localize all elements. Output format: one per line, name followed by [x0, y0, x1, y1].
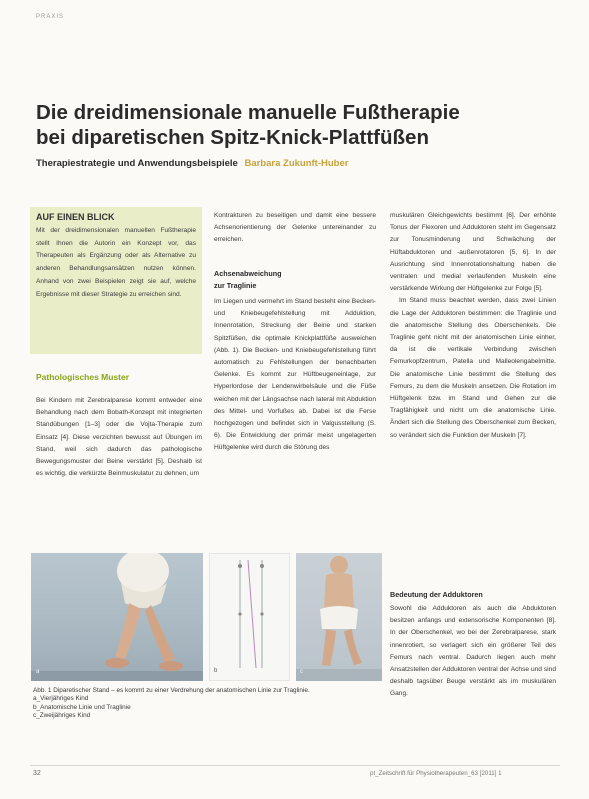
summary-box-text: Mit der dreidimensionalen manuellen Fußtherapie stellt Ihnen die Autorin ein Konzept vor, das Therapeuten als Ergänzung oder als Alternative zu anderen Behandlungsansätzen nutzen können. Anhand von zwei Beispielen zeigt sie auf, welche Ergebnisse mit dieser Strategie zu erreichen sind.: [36, 227, 196, 298]
article-title: [36, 100, 556, 150]
figure-caption: [33, 687, 383, 721]
caption-line-4: c_Zweijähriges Kind: [33, 712, 91, 720]
figure-label-b: b: [214, 668, 218, 674]
footer-citation: pt_Zeitschrift für Physiotherapeuten_63 [2011] 1: [370, 770, 502, 777]
subtitle-row: [36, 158, 556, 169]
caption-line-3: b_Anatomische Linie und Traglinie: [33, 703, 131, 711]
page-number: 32: [33, 770, 41, 777]
figure-label-c: c: [300, 669, 303, 675]
caption-line-1: Abb. 1 Diparetischer Stand – es kommt zu einer Verdrehung der anatomischen Linie zur Traglinie.: [33, 687, 310, 694]
column-1-text: Bei Kindern mit Zerebralparese kommt entweder eine Behandlung nach dem Bobath-Konzept mit integrierten Standübungen [1–3] oder die Vojta-Therapie zum Einsatz [4]. Diese verzichten bewusst auf Übungen im Stand, weil sich dadurch das pathologische Bewegungsmuster der Beine verstärkt [5]. Deshalb ist es wichtig, die verkürzte Beinmuskulatur zu dehnen, um: [36, 397, 202, 478]
subtitle: Therapiestrategie und Anwendungsbeispiele: [36, 158, 238, 169]
figure-1b-diagram: [209, 553, 290, 681]
heading-line-2: zur Traglinie: [214, 281, 257, 291]
figure-1a-photo: [31, 553, 203, 681]
title-line-1: Die dreidimensionale manuelle Fußtherapie: [36, 101, 460, 124]
column-2-text: Im Liegen und vermehrt im Stand besteht eine Becken- und Kniebeugefehlstellung mit Adduktion, Innenrotation, Streckung der Beine und starken Spitzfüßen, die optimale Knickplattfüße ausweichen (Abb. 1). Die Becken- und Kniebeugefehlstellung führt automatisch zu Fehlstellungen der benachbarten Gelenke. Es kommt zur Hüftbeugeneinlage, zur Hyperlordose der Lendenwirbelsäule und die Füße weichen mit der Längsachse nach lateral mit Abduktion des Mittel- und Vorfußes ab. Dabei ist die Ferse hochgezogen und befindet sich in Valgusstellung (S. 6). Die Entwicklung der primär meist ungelagerten Hüftgelenke wird durch die Störung des: [214, 298, 376, 452]
title-line-2: bei diparetischen Spitz-Knick-Plattfüßen: [36, 126, 429, 149]
figure-label-a: a: [36, 669, 40, 675]
author-name: Barbara Zukunft-Huber: [244, 158, 349, 169]
section-heading-achsenabweichung: [214, 268, 376, 293]
figure-1c-photo: [296, 553, 382, 681]
column-2-intro: Kontrakturen zu beseitigen und damit eine bessere Achsenorientierung der Gelenke untereinander zu erreichen.: [214, 212, 376, 244]
heading-line-1: Achsenabweichung: [214, 269, 282, 278]
footer-rule: [30, 765, 560, 766]
column-3-paragraph-1: muskulären Gleichgewichts bestimmt [6]. Der erhöhte Tonus der Flexoren und Adduktoren steht im Gegensatz zur Tonusminderung und Schwächung der Hüftabduktoren und -außenrotatoren [5, 6]. In der Ausrichtung sind Innenrotationshaltung haben die ventralen und medial verlaufenden Muskeln eine verstärkende Wirkung der Hüftgelenke zur Folge [5].: [390, 212, 556, 293]
axis-lines-diagram: [210, 554, 290, 681]
child-standing-illustration: [31, 553, 203, 681]
summary-box-heading: AUF EINEN BLICK: [36, 212, 115, 222]
running-head: PRAXIS: [36, 14, 65, 20]
column-3-text: [390, 210, 556, 442]
caption-line-2: a_Vierjähriges Kind: [33, 695, 89, 703]
toddler-standing-illustration: [296, 553, 382, 681]
section-heading-adduktoren: Bedeutung der Adduktoren: [390, 590, 483, 599]
section-heading-pathologisches-muster: Pathologisches Muster: [36, 372, 130, 382]
column-3-paragraph-2: Im Stand muss beachtet werden, dass zwei Linien die Lage der Adduktoren bestimmen: die Traglinie und die anatomische Stellung des Oberschenkels. Die Traglinie geht nicht mit der anatomischen Linie einher, da ist die vertikale Verbindung zwischen Femurkopfzentrum, Patella und Malleolengabelmitte. Die anatomische Linie bestimmt die Stellung des Femurs, zu dem die Muskeln ansetzen. Die Rotation im Hüftgelenk bzw. im Stand und Gehen zur die Tragfähigkeit und nicht um die anatomische Linie. Ändert sich die Stellung des Oberschenkel zum Becken, so verändert sich die Funktion der Muskeln [7].: [390, 297, 556, 439]
column-3-text-2: Sowohl die Adduktoren als auch die Abduktoren besitzen anfangs und extensorische Komponenten [8]. In der Oberschenkel, wo bei der Zerebralparese, stark innenrotiert, so verlagert sich ein größerer Teil des Femurs nach ventral. Dadurch liegen auch mehr Ansatzstellen der Adduktoren ventral der Achse und sind deshalb tagsüber Beuge verstärkt als im muskulären Gang.: [390, 605, 556, 698]
